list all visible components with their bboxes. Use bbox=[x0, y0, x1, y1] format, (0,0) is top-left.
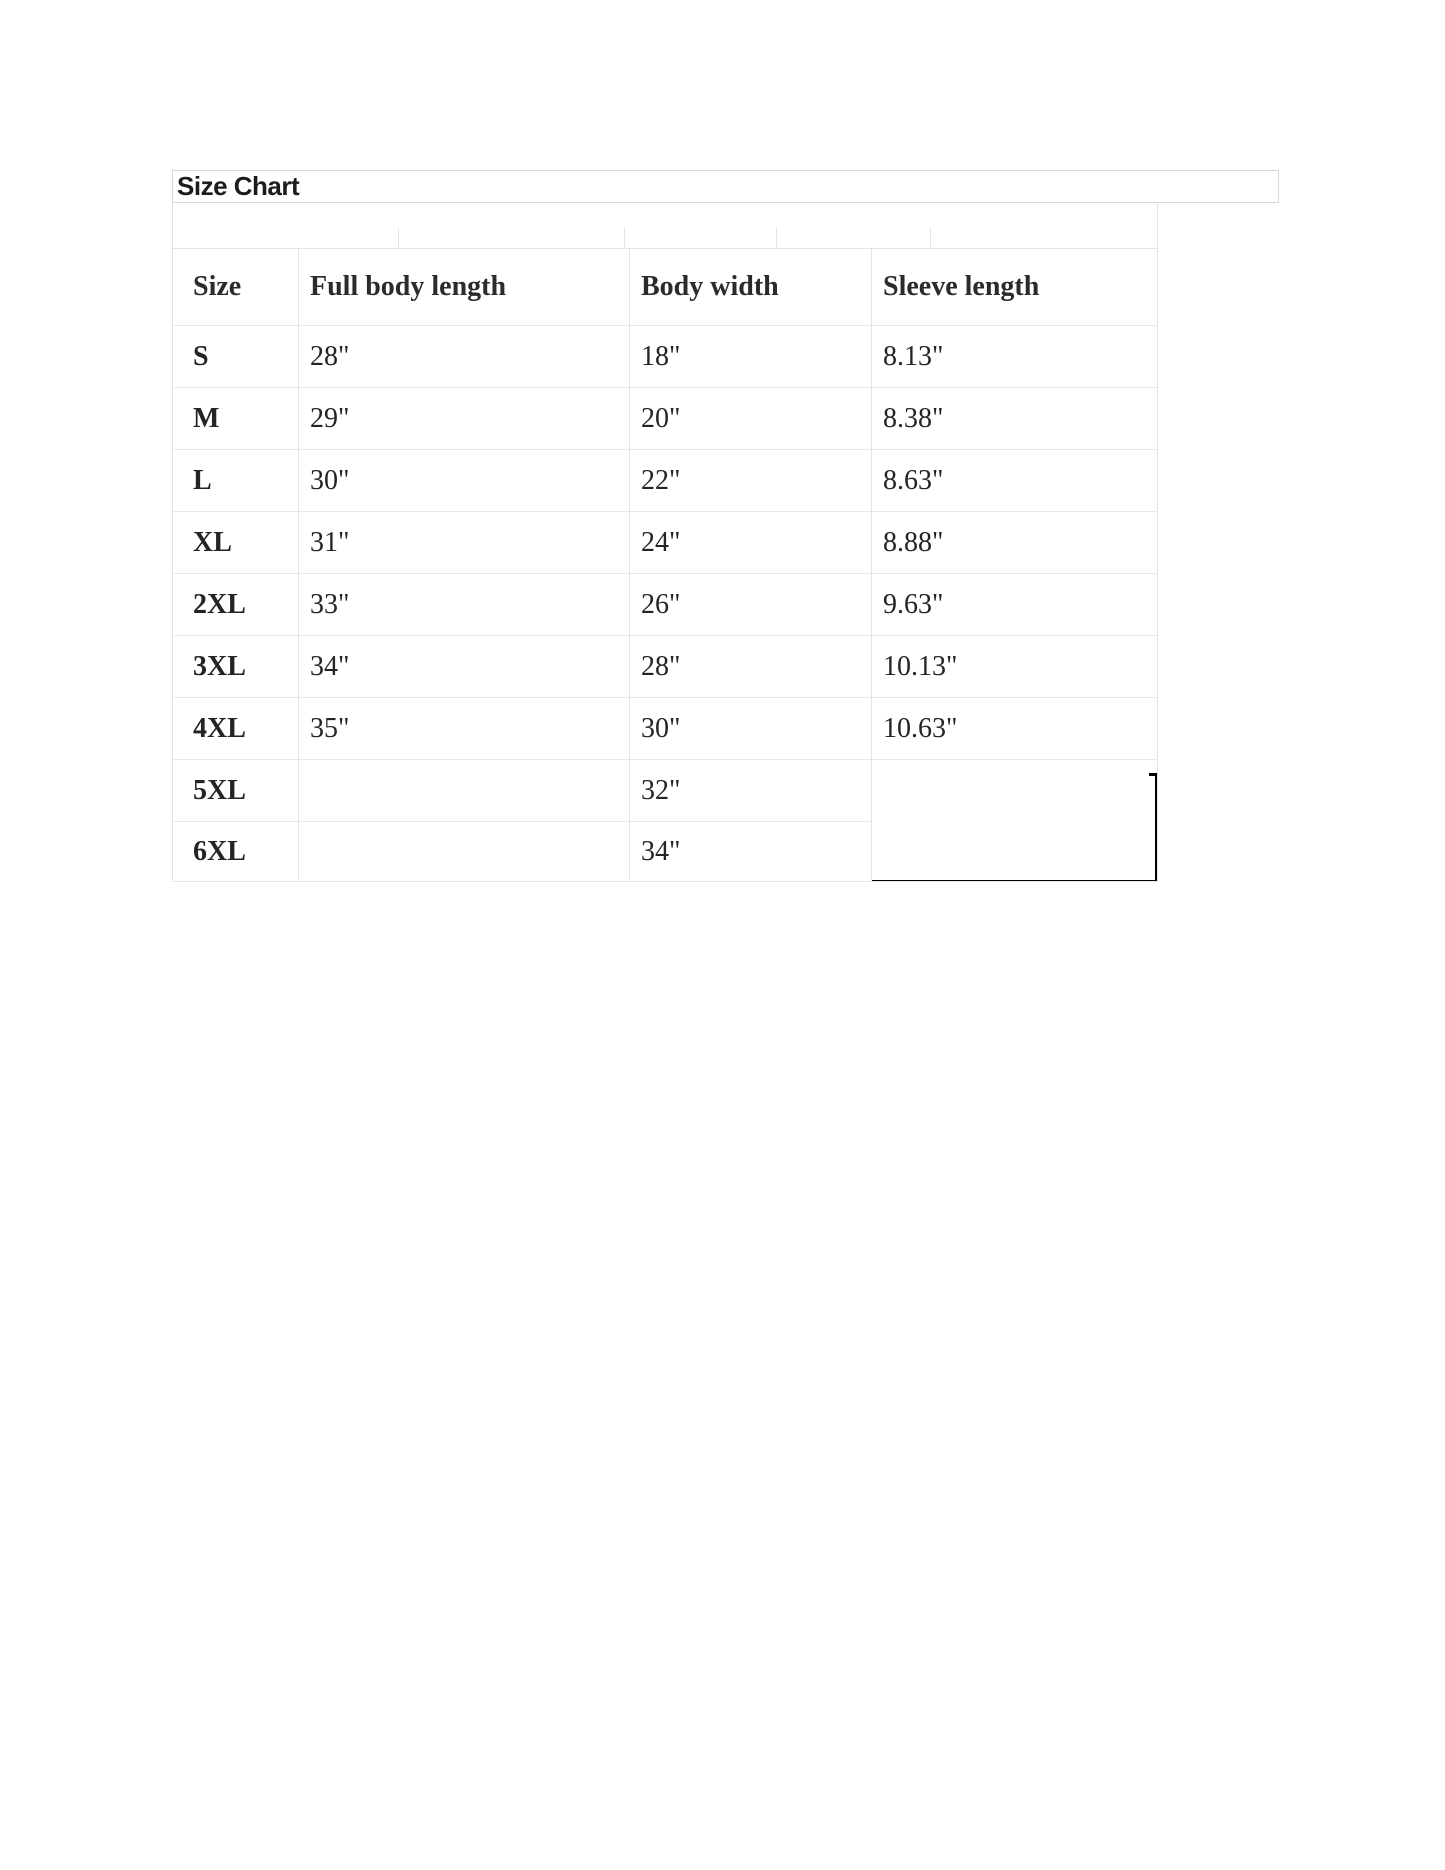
cell-full-body-length: 29" bbox=[299, 388, 630, 450]
cell-full-body-length: 31" bbox=[299, 512, 630, 574]
spacer-divider bbox=[398, 228, 399, 248]
header-cell-size: Size bbox=[173, 249, 299, 326]
cell-size: L bbox=[173, 450, 299, 512]
cell-sleeve-length: 8.88" bbox=[872, 512, 1158, 574]
cell-size: M bbox=[173, 388, 299, 450]
cell-full-body-length: 30" bbox=[299, 450, 630, 512]
spacer-divider bbox=[624, 228, 625, 248]
size-table bbox=[172, 248, 1158, 882]
cell-body-width: 24" bbox=[630, 512, 872, 574]
header-cell-sleeve-length: Sleeve length bbox=[872, 249, 1158, 326]
cell-full-body-length: 33" bbox=[299, 574, 630, 636]
size-chart-title: Size Chart bbox=[177, 171, 300, 201]
cell-body-width: 18" bbox=[630, 326, 872, 388]
selection-border bbox=[872, 773, 1158, 882]
spacer-row bbox=[172, 203, 1158, 248]
cell-body-width: 22" bbox=[630, 450, 872, 512]
cell-body-width: 34" bbox=[630, 822, 872, 882]
cell-sleeve-length: 9.63" bbox=[872, 574, 1158, 636]
cell-full-body-length: 35" bbox=[299, 698, 630, 760]
header-cell-full-body-length: Full body length bbox=[299, 249, 630, 326]
cell-size: S bbox=[173, 326, 299, 388]
size-chart-title-bar bbox=[172, 170, 1279, 203]
spacer-divider bbox=[930, 228, 931, 248]
cell-sleeve-length: 8.63" bbox=[872, 450, 1158, 512]
cell-sleeve-length: 8.13" bbox=[872, 326, 1158, 388]
cell-size: 2XL bbox=[173, 574, 299, 636]
header-cell-body-width: Body width bbox=[630, 249, 872, 326]
cell-body-width: 32" bbox=[630, 760, 872, 822]
cell-body-width: 28" bbox=[630, 636, 872, 698]
cell-body-width: 26" bbox=[630, 574, 872, 636]
cell-full-body-length bbox=[299, 822, 630, 882]
cell-body-width: 30" bbox=[630, 698, 872, 760]
cell-size: XL bbox=[173, 512, 299, 574]
cell-sleeve-length: 8.38" bbox=[872, 388, 1158, 450]
size-chart-section bbox=[172, 170, 1279, 882]
cell-body-width: 20" bbox=[630, 388, 872, 450]
cell-size: 3XL bbox=[173, 636, 299, 698]
cell-size: 6XL bbox=[173, 822, 299, 882]
cell-size: 4XL bbox=[173, 698, 299, 760]
cell-full-body-length bbox=[299, 760, 630, 822]
cell-full-body-length: 28" bbox=[299, 326, 630, 388]
cell-full-body-length: 34" bbox=[299, 636, 630, 698]
cell-size: 5XL bbox=[173, 760, 299, 822]
cell-sleeve-length: 10.63" bbox=[872, 698, 1158, 760]
spacer-divider bbox=[776, 228, 777, 248]
cell-sleeve-length-merged bbox=[872, 760, 1158, 882]
cell-sleeve-length: 10.13" bbox=[872, 636, 1158, 698]
